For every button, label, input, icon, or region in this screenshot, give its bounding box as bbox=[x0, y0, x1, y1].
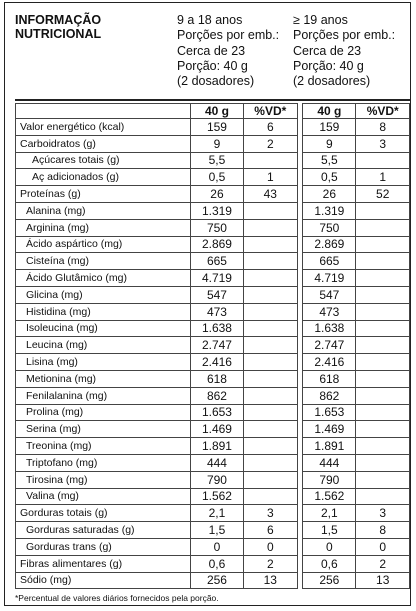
footnote: *Percentual de valores diários fornecidos pela porção. bbox=[15, 593, 219, 603]
dv-adult bbox=[356, 253, 410, 270]
dv-adult bbox=[356, 387, 410, 404]
group-age: 9 a 18 anos bbox=[177, 13, 243, 27]
value-adult: 1.653 bbox=[303, 404, 356, 421]
value-adult: 665 bbox=[303, 253, 356, 270]
value-adult: 0 bbox=[303, 538, 356, 555]
dv-teen: 1 bbox=[244, 169, 298, 186]
dv-teen bbox=[244, 370, 298, 387]
nutrient-label: Sódio (mg) bbox=[16, 572, 191, 589]
dv-teen: 6 bbox=[244, 119, 298, 136]
dv-adult bbox=[356, 202, 410, 219]
dv-adult: 3 bbox=[356, 135, 410, 152]
nutrient-label: Gorduras totais (g) bbox=[16, 505, 191, 522]
dv-teen bbox=[244, 337, 298, 354]
nutrient-label: Carboidratos (g) bbox=[16, 135, 191, 152]
table-header-row bbox=[16, 104, 410, 119]
dv-adult bbox=[356, 370, 410, 387]
dv-adult bbox=[356, 236, 410, 253]
group-age: ≥ 19 anos bbox=[293, 13, 348, 27]
dv-teen bbox=[244, 488, 298, 505]
header-label-cell bbox=[16, 104, 191, 119]
value-adult: 0,5 bbox=[303, 169, 356, 186]
value-teen: 2.869 bbox=[190, 236, 243, 253]
column-header: 40 g bbox=[303, 104, 356, 119]
value-adult: 1.891 bbox=[303, 438, 356, 455]
value-teen: 1.319 bbox=[190, 202, 243, 219]
table-row bbox=[16, 488, 410, 505]
group-servings-count: Cerca de 23 bbox=[177, 43, 246, 58]
nutrient-label: Valor energético (kcal) bbox=[16, 119, 191, 136]
value-teen: 547 bbox=[190, 286, 243, 303]
value-teen: 1.469 bbox=[190, 421, 243, 438]
value-teen: 0,6 bbox=[190, 555, 243, 572]
value-adult: 1.562 bbox=[303, 488, 356, 505]
dv-adult bbox=[356, 337, 410, 354]
nutrition-facts-panel bbox=[4, 2, 411, 606]
dv-teen bbox=[244, 253, 298, 270]
dv-teen bbox=[244, 438, 298, 455]
table-row bbox=[16, 354, 410, 371]
table-row bbox=[16, 454, 410, 471]
dv-teen bbox=[244, 236, 298, 253]
value-teen: 618 bbox=[190, 370, 243, 387]
dv-teen bbox=[244, 387, 298, 404]
nutrient-label: Ácido Glutâmico (mg) bbox=[16, 270, 191, 287]
value-adult: 862 bbox=[303, 387, 356, 404]
value-teen: 256 bbox=[190, 572, 243, 589]
table-row bbox=[16, 186, 410, 203]
group-portion: Porção: 40 g bbox=[177, 58, 248, 73]
nutrient-label: Gorduras saturadas (g) bbox=[16, 522, 191, 539]
dv-adult: 2 bbox=[356, 555, 410, 572]
title-line-1: INFORMAÇÃO bbox=[15, 13, 102, 27]
group-header-adult bbox=[293, 13, 395, 89]
table-row bbox=[16, 522, 410, 539]
dv-teen bbox=[244, 354, 298, 371]
value-adult: 2.869 bbox=[303, 236, 356, 253]
dv-teen: 43 bbox=[244, 186, 298, 203]
table-row bbox=[16, 538, 410, 555]
value-adult: 5,5 bbox=[303, 152, 356, 169]
nutrient-label: Açúcares totais (g) bbox=[16, 152, 191, 169]
dv-teen bbox=[244, 152, 298, 169]
nutrient-label: Gorduras trans (g) bbox=[16, 538, 191, 555]
value-adult: 1,5 bbox=[303, 522, 356, 539]
dv-adult bbox=[356, 152, 410, 169]
value-adult: 473 bbox=[303, 303, 356, 320]
table-row bbox=[16, 135, 410, 152]
table-row bbox=[16, 202, 410, 219]
dv-adult bbox=[356, 421, 410, 438]
value-teen: 790 bbox=[190, 471, 243, 488]
nutrient-label: Tirosina (mg) bbox=[16, 471, 191, 488]
table-row bbox=[16, 505, 410, 522]
dv-adult bbox=[356, 219, 410, 236]
dv-teen: 6 bbox=[244, 522, 298, 539]
dv-teen bbox=[244, 286, 298, 303]
nutrient-label: Glicina (mg) bbox=[16, 286, 191, 303]
dv-adult: 8 bbox=[356, 119, 410, 136]
value-adult: 26 bbox=[303, 186, 356, 203]
table-row bbox=[16, 119, 410, 136]
nutrient-label: Cisteína (mg) bbox=[16, 253, 191, 270]
table-row bbox=[16, 572, 410, 589]
value-teen: 665 bbox=[190, 253, 243, 270]
value-adult: 2.416 bbox=[303, 354, 356, 371]
table-row bbox=[16, 337, 410, 354]
value-teen: 9 bbox=[190, 135, 243, 152]
table-row bbox=[16, 404, 410, 421]
dv-teen bbox=[244, 270, 298, 287]
value-adult: 750 bbox=[303, 219, 356, 236]
value-adult: 1.319 bbox=[303, 202, 356, 219]
value-teen: 2,1 bbox=[190, 505, 243, 522]
dv-adult: 13 bbox=[356, 572, 410, 589]
group-portion: Porção: 40 g bbox=[293, 58, 364, 73]
nutrient-label: Aç adicionados (g) bbox=[16, 169, 191, 186]
dv-teen bbox=[244, 421, 298, 438]
nutrient-label: Fibras alimentares (g) bbox=[16, 555, 191, 572]
value-adult: 1.638 bbox=[303, 320, 356, 337]
value-adult: 790 bbox=[303, 471, 356, 488]
dv-adult bbox=[356, 354, 410, 371]
value-adult: 2.747 bbox=[303, 337, 356, 354]
table-row bbox=[16, 253, 410, 270]
value-teen: 1.638 bbox=[190, 320, 243, 337]
dv-adult: 0 bbox=[356, 538, 410, 555]
table-row bbox=[16, 387, 410, 404]
value-teen: 159 bbox=[190, 119, 243, 136]
group-servings: Porções por emb.: bbox=[293, 28, 396, 43]
value-teen: 1,5 bbox=[190, 522, 243, 539]
dv-adult: 3 bbox=[356, 505, 410, 522]
nutrient-label: Valina (mg) bbox=[16, 488, 191, 505]
value-teen: 5,5 bbox=[190, 152, 243, 169]
nutrient-label: Ácido aspártico (mg) bbox=[16, 236, 191, 253]
dv-teen bbox=[244, 471, 298, 488]
title-line-2: NUTRICIONAL bbox=[15, 27, 102, 41]
nutrition-table bbox=[15, 103, 410, 589]
dv-teen bbox=[244, 219, 298, 236]
nutrient-label: Lisina (mg) bbox=[16, 354, 191, 371]
dv-teen bbox=[244, 303, 298, 320]
table-row bbox=[16, 152, 410, 169]
nutrient-label: Leucina (mg) bbox=[16, 337, 191, 354]
value-teen: 2.416 bbox=[190, 354, 243, 371]
dv-adult: 8 bbox=[356, 522, 410, 539]
dv-adult bbox=[356, 488, 410, 505]
table-row bbox=[16, 270, 410, 287]
value-adult: 159 bbox=[303, 119, 356, 136]
value-adult: 9 bbox=[303, 135, 356, 152]
value-teen: 862 bbox=[190, 387, 243, 404]
nutrient-label: Metionina (mg) bbox=[16, 370, 191, 387]
table-row bbox=[16, 320, 410, 337]
table-row bbox=[16, 438, 410, 455]
value-adult: 618 bbox=[303, 370, 356, 387]
nutrient-label: Alanina (mg) bbox=[16, 202, 191, 219]
value-teen: 750 bbox=[190, 219, 243, 236]
dv-adult: 52 bbox=[356, 186, 410, 203]
value-adult: 4.719 bbox=[303, 270, 356, 287]
nutrient-label: Arginina (mg) bbox=[16, 219, 191, 236]
group-portion-note: (2 dosadores) bbox=[177, 74, 255, 89]
column-header: %VD* bbox=[356, 104, 410, 119]
value-teen: 0 bbox=[190, 538, 243, 555]
group-portion-note: (2 dosadores) bbox=[293, 74, 371, 89]
dv-teen bbox=[244, 320, 298, 337]
panel-title bbox=[15, 13, 101, 41]
table-row bbox=[16, 555, 410, 572]
column-header: 40 g bbox=[190, 104, 243, 119]
dv-teen bbox=[244, 454, 298, 471]
value-adult: 2,1 bbox=[303, 505, 356, 522]
value-teen: 1.653 bbox=[190, 404, 243, 421]
table-row bbox=[16, 303, 410, 320]
group-servings-count: Cerca de 23 bbox=[293, 43, 362, 58]
dv-teen: 2 bbox=[244, 135, 298, 152]
value-adult: 1.469 bbox=[303, 421, 356, 438]
group-servings: Porções por emb.: bbox=[177, 28, 280, 43]
value-adult: 547 bbox=[303, 286, 356, 303]
dv-adult bbox=[356, 320, 410, 337]
dv-teen: 2 bbox=[244, 555, 298, 572]
nutrient-label: Histidina (mg) bbox=[16, 303, 191, 320]
nutrient-label: Treonina (mg) bbox=[16, 438, 191, 455]
nutrient-label: Isoleucina (mg) bbox=[16, 320, 191, 337]
value-teen: 2.747 bbox=[190, 337, 243, 354]
value-teen: 4.719 bbox=[190, 270, 243, 287]
dv-adult bbox=[356, 438, 410, 455]
dv-teen bbox=[244, 202, 298, 219]
nutrient-label: Triptofano (mg) bbox=[16, 454, 191, 471]
table-row bbox=[16, 169, 410, 186]
nutrient-label: Prolina (mg) bbox=[16, 404, 191, 421]
dv-adult bbox=[356, 471, 410, 488]
column-header: %VD* bbox=[244, 104, 298, 119]
header-divider bbox=[15, 99, 410, 101]
value-teen: 473 bbox=[190, 303, 243, 320]
table-row bbox=[16, 219, 410, 236]
dv-teen: 13 bbox=[244, 572, 298, 589]
value-adult: 0,6 bbox=[303, 555, 356, 572]
dv-adult bbox=[356, 303, 410, 320]
table-row bbox=[16, 286, 410, 303]
nutrient-label: Fenilalanina (mg) bbox=[16, 387, 191, 404]
table-row bbox=[16, 370, 410, 387]
value-adult: 444 bbox=[303, 454, 356, 471]
dv-teen bbox=[244, 404, 298, 421]
nutrient-label: Serina (mg) bbox=[16, 421, 191, 438]
table-row bbox=[16, 421, 410, 438]
dv-adult: 1 bbox=[356, 169, 410, 186]
group-header-teen bbox=[177, 13, 279, 89]
dv-teen: 0 bbox=[244, 538, 298, 555]
table-row bbox=[16, 236, 410, 253]
dv-adult bbox=[356, 454, 410, 471]
value-teen: 1.562 bbox=[190, 488, 243, 505]
value-teen: 0,5 bbox=[190, 169, 243, 186]
dv-teen: 3 bbox=[244, 505, 298, 522]
dv-adult bbox=[356, 270, 410, 287]
nutrient-label: Proteínas (g) bbox=[16, 186, 191, 203]
table-row bbox=[16, 471, 410, 488]
value-adult: 256 bbox=[303, 572, 356, 589]
value-teen: 26 bbox=[190, 186, 243, 203]
value-teen: 1.891 bbox=[190, 438, 243, 455]
dv-adult bbox=[356, 404, 410, 421]
value-teen: 444 bbox=[190, 454, 243, 471]
dv-adult bbox=[356, 286, 410, 303]
